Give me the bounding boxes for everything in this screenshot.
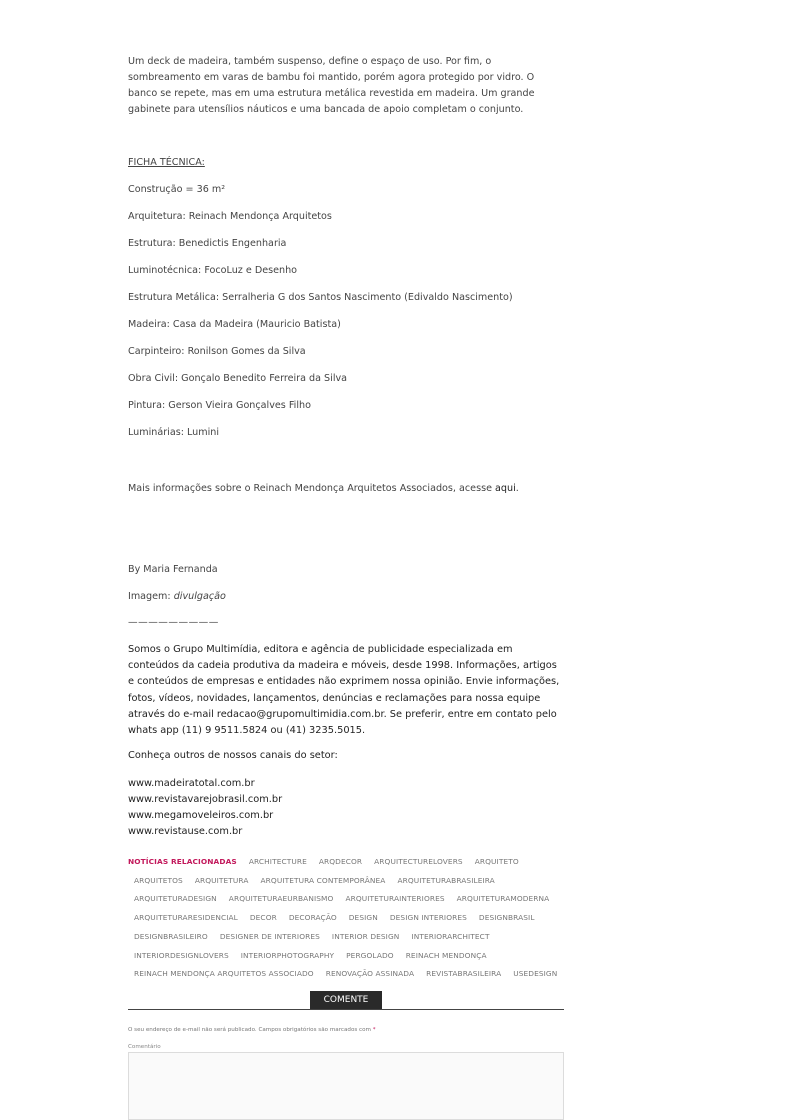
comment-notice-text: O seu endereço de e-mail não será publicado. Campos obrigatórios são marcados com	[128, 1027, 373, 1033]
tag-link[interactable]: DESIGNER DE INTERIORES	[219, 931, 320, 941]
tag-link[interactable]: RENOVAÇÃO ASSINADA	[325, 969, 415, 979]
spec-item: Construção = 36 m²	[128, 184, 226, 195]
tag-link[interactable]: INTERIOR DESIGN	[331, 931, 400, 941]
tag-link[interactable]: DESIGNBRASIL	[478, 913, 535, 923]
byline: By Maria Fernanda	[128, 564, 218, 575]
channels-list	[128, 776, 564, 840]
channel-link[interactable]: www.revistause.com.br	[128, 826, 243, 837]
tag-link[interactable]: DESIGN	[348, 913, 378, 923]
image-credit	[128, 589, 564, 605]
tag-link[interactable]: ARCHITECTURE	[248, 857, 307, 866]
tag-link[interactable]: ARQUITETURADESIGN	[134, 894, 217, 904]
tag-link[interactable]: ARQUITETOS	[134, 875, 183, 885]
separator: —————————	[128, 617, 219, 628]
channel-link[interactable]: www.madeiratotal.com.br	[128, 778, 255, 789]
more-info-end: .	[515, 483, 519, 494]
tag-link[interactable]: ARQUITETURA	[194, 875, 249, 885]
tag-link[interactable]: ARQUITETURABRASILEIRA	[397, 875, 495, 885]
spec-item: Obra Civil: Gonçalo Benedito Ferreira da Silva	[128, 373, 348, 384]
tag-link[interactable]: ARQUITETURAMODERNA	[456, 894, 550, 904]
spec-list	[128, 182, 564, 452]
spec-item: Luminotécnica: FocoLuz e Desenho	[128, 265, 298, 276]
spec-item: Estrutura Metálica: Serralheria G dos Santos Nascimento (Edivaldo Nascimento)	[128, 292, 513, 303]
tag-link[interactable]: REINACH MENDONÇA ARQUITETOS ASSOCIADO	[134, 969, 314, 979]
image-credit-value: divulgação	[173, 591, 226, 602]
comment-notice	[128, 1027, 376, 1033]
related-tags	[128, 851, 568, 982]
tag-link[interactable]: ARQUITETURAINTERIORES	[345, 894, 445, 904]
tags-label: NOTÍCIAS RELACIONADAS	[128, 857, 237, 866]
spec-item: Arquitetura: Reinach Mendonça Arquitetos	[128, 211, 332, 222]
channel-link[interactable]: www.megamoveleiros.com.br	[128, 810, 274, 821]
tag-link[interactable]: ARQUITETO	[474, 857, 519, 866]
intro-paragraph: Um deck de madeira, também suspenso, define o espaço de uso. Por fim, o sombreamento em varas de bambu foi mantido, porém agora protegido por vidro. O banco se repete, mas em uma estrutura metálica revestida em madeira. Um grande gabinete para utensílios náuticos e uma bancada de apoio completam o conjunto.	[128, 56, 535, 115]
spec-item: Luminárias: Lumini	[128, 427, 220, 438]
tag-link[interactable]: INTERIORPHOTOGRAPHY	[240, 950, 335, 960]
comment-label: Comentário	[128, 1044, 161, 1050]
spec-item: Pintura: Gerson Vieira Gonçalves Filho	[128, 400, 311, 411]
ficha-tecnica-heading: FICHA TÉCNICA:	[128, 157, 205, 168]
tag-link[interactable]: INTERIORDESIGNLOVERS	[134, 950, 229, 960]
spec-item: Estrutura: Benedictis Engenharia	[128, 238, 287, 249]
comment-textarea[interactable]	[128, 1052, 564, 1120]
comment-divider	[128, 1009, 564, 1010]
more-info-text: Mais informações sobre o Reinach Mendonça Arquitetos Associados, acesse	[128, 483, 496, 494]
tag-link[interactable]: REVISTABRASILEIRA	[426, 969, 502, 979]
tag-link[interactable]: ARQUITETURA CONTEMPORÂNEA	[260, 875, 386, 885]
tag-link[interactable]: INTERIORARCHITECT	[411, 931, 490, 941]
required-mark: *	[372, 1027, 376, 1033]
tag-link[interactable]: REINACH MENDONÇA	[405, 950, 487, 960]
tag-link[interactable]: DECOR	[249, 913, 277, 923]
comment-button[interactable]: COMENTE	[310, 991, 382, 1009]
tag-link[interactable]: USEDESIGN	[513, 969, 558, 979]
tag-link[interactable]: ARQDECOR	[318, 857, 363, 866]
tag-link[interactable]: DECORAÇÃO	[288, 913, 337, 923]
channel-link[interactable]: www.revistavarejobrasil.com.br	[128, 794, 283, 805]
more-info-link[interactable]: aqui	[495, 483, 516, 494]
channels-title: Conheça outros de nossos canais do setor:	[128, 750, 338, 761]
image-credit-label: Imagem:	[128, 591, 174, 602]
tag-link[interactable]: ARQUITECTURELOVERS	[374, 857, 463, 866]
tag-link[interactable]: PERGOLADO	[346, 950, 394, 960]
spec-item: Madeira: Casa da Madeira (Mauricio Batista)	[128, 319, 341, 330]
spec-item: Carpinteiro: Ronilson Gomes da Silva	[128, 346, 306, 357]
tag-link[interactable]: DESIGNBRASILEIRO	[134, 931, 208, 941]
tag-link[interactable]: ARQUITETURAEURBANISMO	[228, 894, 334, 904]
tag-link[interactable]: DESIGN INTERIORES	[389, 913, 467, 923]
about-paragraph: Somos o Grupo Multimídia, editora e agência de publicidade especializada em conteúdos da cadeia produtiva da madeira e móveis, desde 1998. Informações, artigos e conteúdos de empresas e entidades não exprimem nossa opinião. Envie informações, fotos, vídeos, novidades, lançamentos, denúncias e reclamações para nossa equipe através do e-mail redacao@grupomultimidia.com.br. Se preferir, entre em contato pelo whats app (11) 9 9511.5824 ou (41) 3235.5015.	[128, 644, 560, 737]
more-info-paragraph	[128, 481, 564, 497]
tag-link[interactable]: ARQUITETURARESIDENCIAL	[134, 913, 238, 923]
